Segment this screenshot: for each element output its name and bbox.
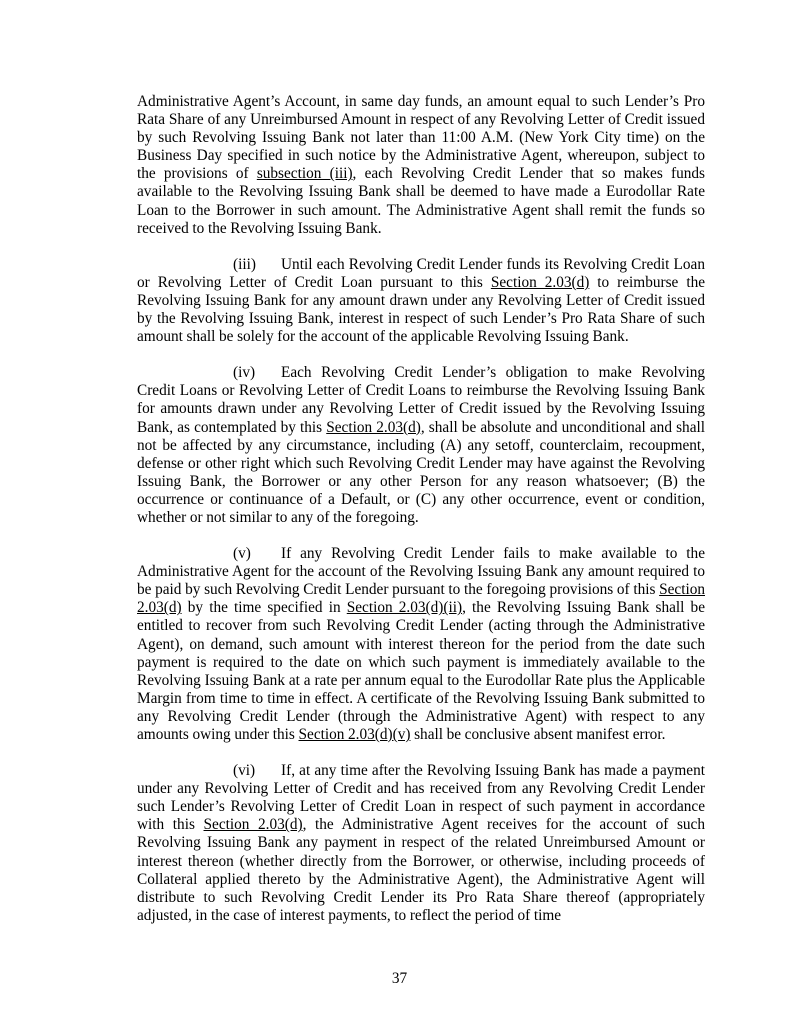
paragraph-iv: [137, 364, 705, 527]
cross-reference-section: Section 2.03(d): [326, 418, 421, 436]
paragraph-continuation: [137, 93, 705, 238]
text-segment: Administrative Agent’s Account, in same day funds, an amount equal to such Lender’s Pro Rata Share of any Unreimbursed Amount in respect of any Revolving Letter of Credit issued by such Revolving Issuing Bank not later than 11:00 A.M. (New York City time) on the Business Day specified in such notice by the Administrative Agent, whereupon, subject to the provisions of: [137, 93, 705, 183]
paragraph-number: (v): [233, 545, 251, 563]
paragraph-number: (iv): [233, 364, 256, 382]
text-segment: , each Revolving Credit Lender that so makes funds available to the Revolving Issuing Bank shall be deemed to have made a Eurodollar Rate Loan to the Borrower in such amount. The Administrative Agent shall remit the funds so received to the Revolving Issuing Bank.: [137, 165, 705, 237]
paragraph-number: (vi): [233, 762, 256, 780]
text-segment: If any Revolving Credit Lender fails to make available to the Administrative Agent for the account of the Revolving Issuing Bank any amount required to be paid by such Revolving Credit Lender pursuant to the foregoing provisions of this: [137, 545, 705, 599]
paragraph-v: [137, 545, 705, 744]
text-segment: , the Revolving Issuing Bank shall be entitled to recover from such Revolving Credit Lender (acting through the Administrative Agent), on demand, such amount with interest thereon for the period from the date such payment is required to the date on which such payment is immediately available to the Revolving Issuing Bank at a rate per annum equal to the Eurodollar Rate plus the Applicable Margin from time to time in effect. A certificate of the Revolving Issuing Bank submitted to any Revolving Credit Lender (through the Administrative Agent) with respect to any amounts owing under this: [137, 599, 705, 743]
cross-reference-section: Section 2.03(d): [137, 581, 705, 617]
cross-reference-section: Section 2.03(d)(ii): [346, 599, 463, 617]
text-segment: , the Administrative Agent receives for the account of such Revolving Issuing Bank any payment in respect of the related Unreimbursed Amount or interest thereon (whether directly from the Borrower, or otherwise, including proceeds of Collateral applied thereto by the Administrative Agent), the Administrative Agent will distribute to such Revolving Credit Lender its Pro Rata Share thereof (appropriately adjusted, in the case of interest payments, to reflect the period of time: [137, 816, 705, 924]
cross-reference-subsection-iii: subsection (iii): [256, 165, 353, 183]
text-segment: Until each Revolving Credit Lender funds its Revolving Credit Loan or Revolving Letter of Credit Loan pursuant to this: [137, 255, 705, 291]
document-body: [137, 93, 705, 943]
text-segment: , shall be absolute and unconditional and shall not be affected by any circumstance, including (A) any setoff, counterclaim, recoupment, defense or other right which such Revolving Credit Lender may have against the Revolving Issuing Bank, the Borrower or any other Person for any reason whatsoever; (B) the occurrence or continuance of a Default, or (C) any other occurrence, event or condition, whether or not similar to any of the foregoing.: [137, 418, 705, 526]
cross-reference-section: Section 2.03(d)(v): [298, 726, 411, 743]
text-segment: by the time specified in: [181, 599, 347, 617]
paragraph-number: (iii): [233, 255, 256, 273]
text-segment: Each Revolving Credit Lender’s obligation to make Revolving Credit Loans or Revolving Letter of Credit Loans to reimburse the Revolving Issuing Bank for amounts drawn under any Revolving Letter of Credit issued by the Revolving Issuing Bank, as contemplated by this: [137, 364, 705, 436]
paragraph-iii: [137, 256, 705, 346]
text-segment: If, at any time after the Revolving Issuing Bank has made a payment under any Revolving Letter of Credit and has received from any Revolving Credit Lender such Lender’s Revolving Letter of Credit Loan in respect of such payment in accordance with this: [137, 762, 705, 834]
text-segment: shall be conclusive absent manifest error.: [410, 726, 666, 743]
paragraph-vi: [137, 762, 705, 925]
cross-reference-section: Section 2.03(d): [490, 273, 590, 291]
cross-reference-section: Section 2.03(d): [203, 816, 303, 834]
text-segment: to reimburse the Revolving Issuing Bank for any amount drawn under any Revolving Letter of Credit issued by the Revolving Issuing Bank, interest in respect of such Lender’s Pro Rata Share of such amount shall be solely for the account of the applicable Revolving Issuing Bank.: [137, 273, 706, 346]
page-number: 37: [391, 970, 408, 987]
